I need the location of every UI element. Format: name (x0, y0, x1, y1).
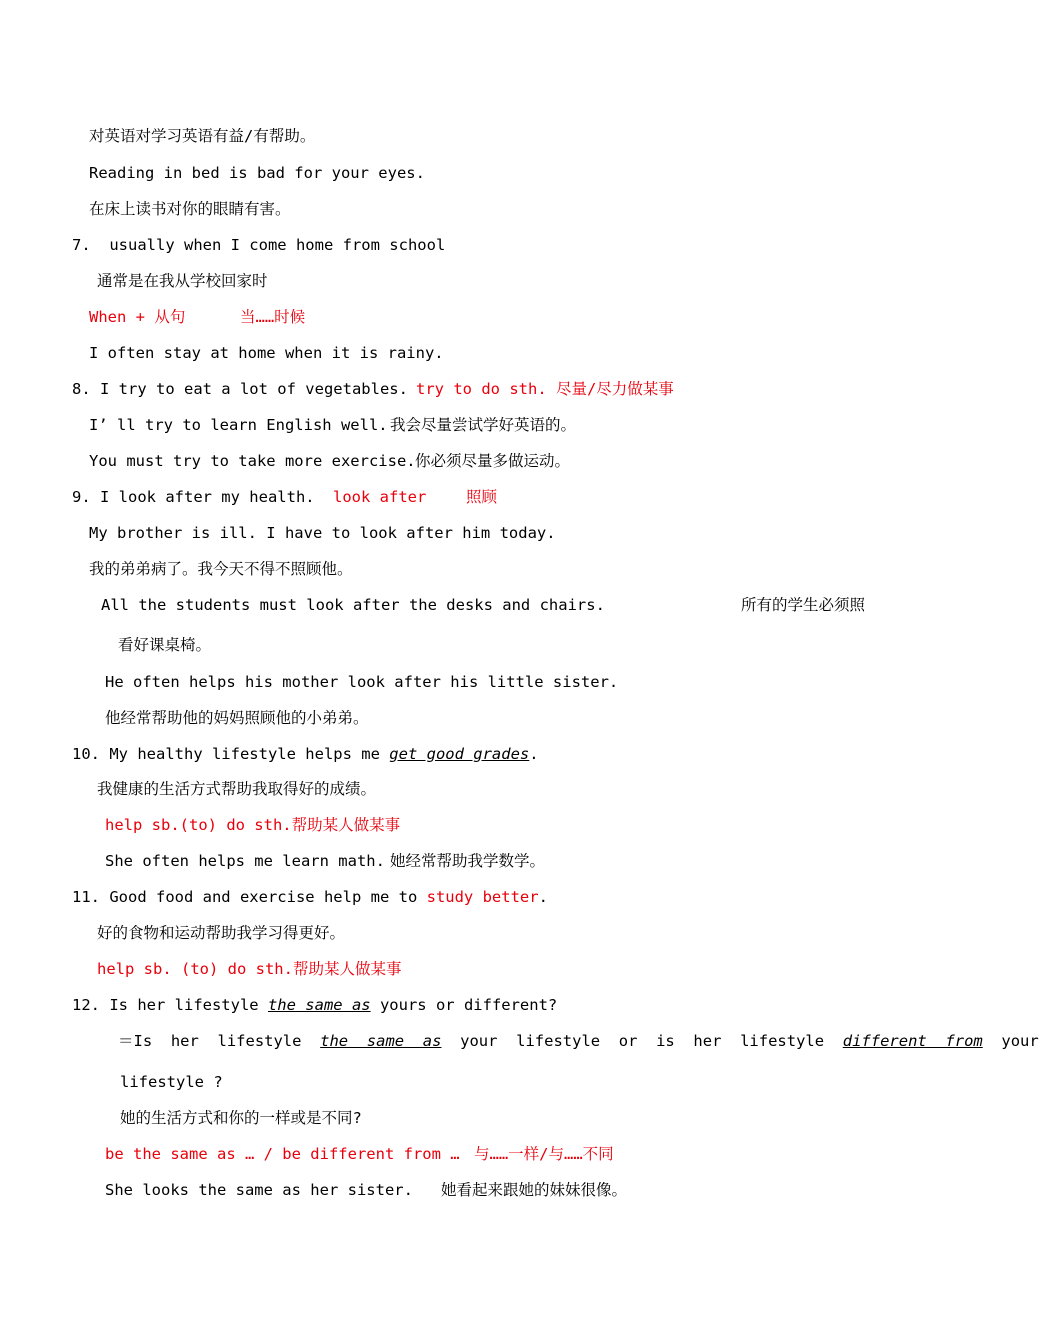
underlined-phrase: get good grades (389, 745, 530, 763)
text-line: lifestyle ? (120, 1073, 223, 1091)
text-line: 通常是在我从学校回家时 (97, 272, 268, 290)
underlined-phrase: the same as (267, 996, 371, 1014)
grammar-note: try to do sth. 尽量/尽力做某事 (416, 380, 674, 398)
grammar-note: help sb.(to) do sth.帮助某人做某事 (105, 816, 401, 834)
text-line: All the students must look after the desks and chairs. (101, 596, 605, 614)
text-line: 好的食物和运动帮助我学习得更好。 (97, 924, 346, 942)
item-12-heading: 12. Is her lifestyle the same as yours or different? (72, 996, 558, 1014)
text-line: 我健康的生活方式帮助我取得好的成绩。 (97, 780, 377, 798)
grammar-note: help sb. (to) do sth.帮助某人做某事 (97, 960, 402, 978)
text-line: ＝Is her lifestyle the same as your lifestyle or is her lifestyle different from your (118, 1032, 1039, 1050)
text-line: 他经常帮助他的妈妈照顾他的小弟弟。 (105, 709, 369, 727)
text-line: 她经常帮助我学数学。 (390, 852, 546, 870)
highlighted-phrase: study better (426, 888, 539, 906)
grammar-note-meaning: 当……时候 (240, 308, 306, 326)
underlined-phrase: different from (842, 1032, 983, 1050)
text-line: 看好课桌椅。 (118, 636, 212, 654)
text-line: She looks the same as her sister. (105, 1181, 413, 1199)
text-line: I often stay at home when it is rainy. (89, 344, 444, 362)
grammar-note-meaning: 照顾 (466, 488, 498, 506)
text-line: 你必须尽量多做运动。 (415, 452, 571, 470)
item-10-heading: 10. My healthy lifestyle helps me get good grades. (72, 745, 539, 763)
text-line: I’ ll try to learn English well. (89, 416, 388, 434)
text-line: Reading in bed is bad for your eyes. (89, 164, 425, 182)
grammar-note: When + 从句 (89, 308, 186, 326)
item-8-heading: 8. I try to eat a lot of vegetables. (72, 380, 408, 398)
text-line: 我会尽量尝试学好英语的。 (390, 416, 577, 434)
text-line: 对英语对学习英语有益/有帮助。 (89, 127, 316, 145)
underlined-phrase: the same as (320, 1032, 442, 1050)
text-line: 她看起来跟她的妹妹很像。 (441, 1181, 628, 1199)
text-line: 所有的学生必须照 (741, 596, 866, 614)
text-line: He often helps his mother look after his little sister. (105, 673, 619, 691)
grammar-note: be the same as … / be different from … (105, 1145, 460, 1163)
grammar-note: look after (333, 488, 427, 506)
text-line: She often helps me learn math. (105, 852, 385, 870)
item-7-heading: 7. usually when I come home from school (72, 236, 446, 254)
grammar-note-meaning: 与……一样/与……不同 (474, 1145, 614, 1163)
item-11-heading: 11. Good food and exercise help me to study better. (72, 888, 548, 906)
text-line: My brother is ill. I have to look after him today. (89, 524, 556, 542)
item-9-heading: 9. I look after my health. (72, 488, 315, 506)
text-line: 她的生活方式和你的一样或是不同? (120, 1109, 362, 1127)
text-line: 在床上读书对你的眼睛有害。 (89, 200, 291, 218)
text-line: You must try to take more exercise. (89, 452, 416, 470)
text-line: 我的弟弟病了。我今天不得不照顾他。 (89, 560, 353, 578)
